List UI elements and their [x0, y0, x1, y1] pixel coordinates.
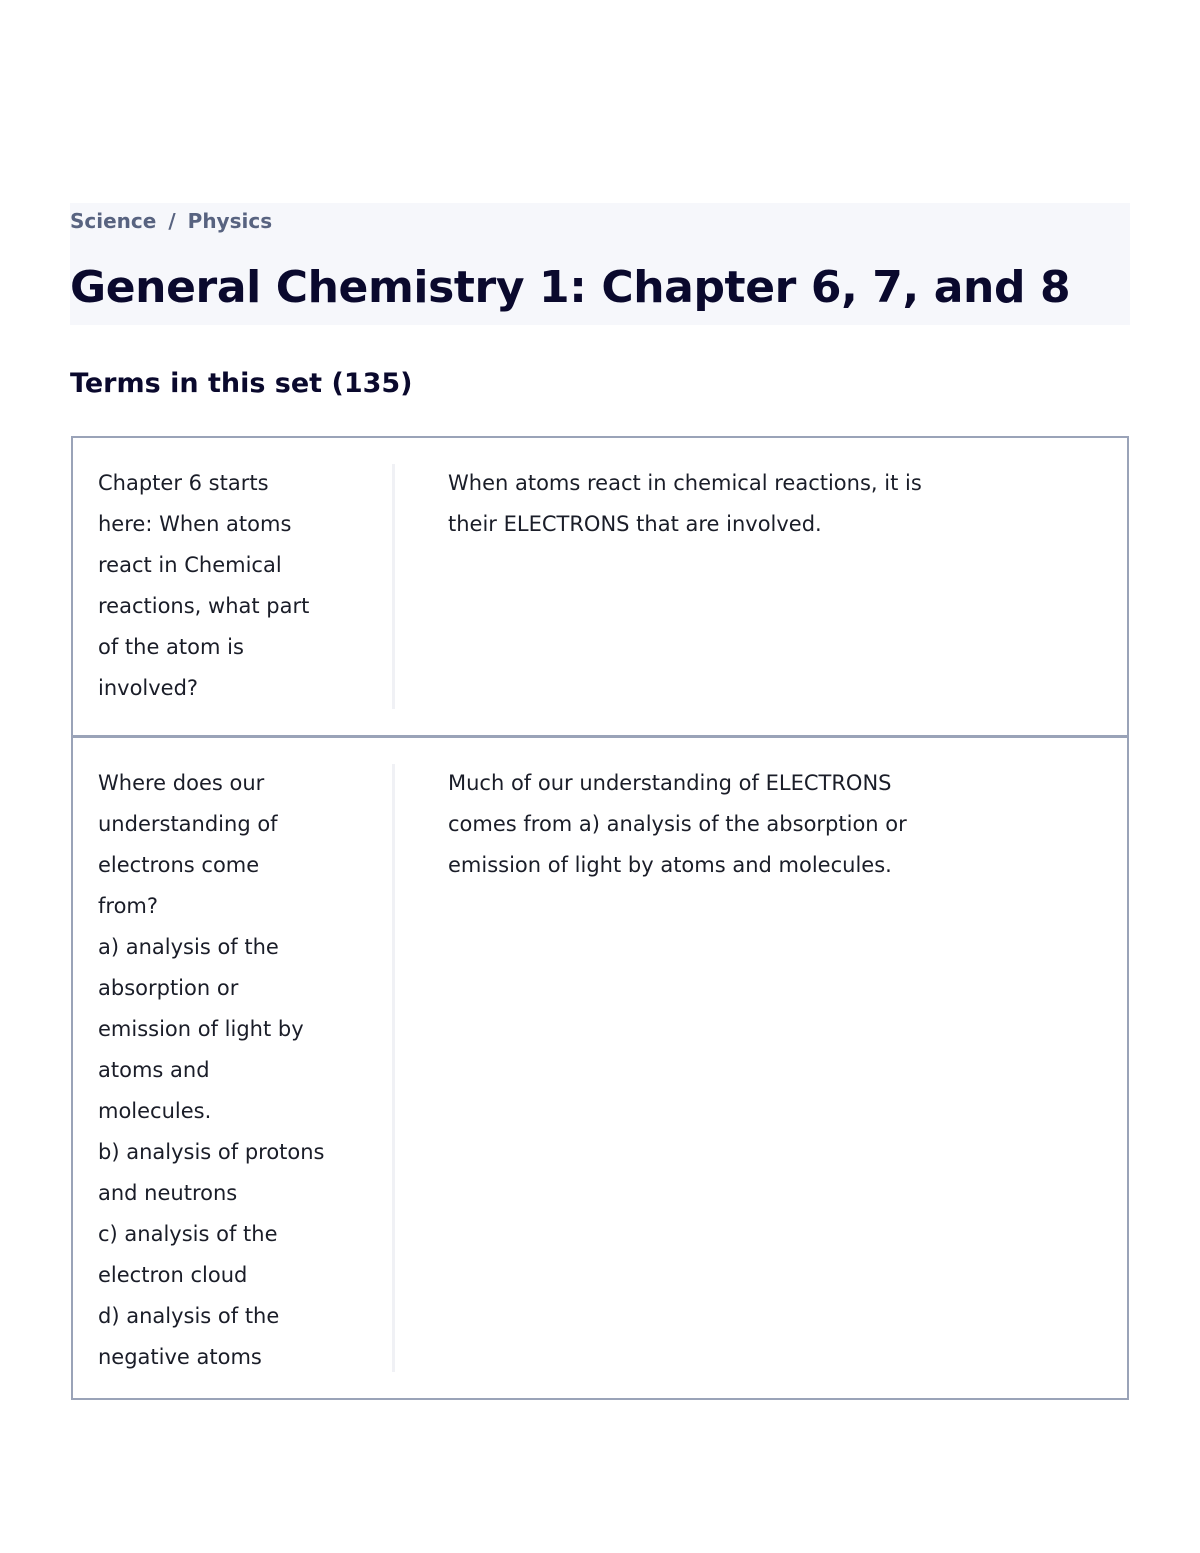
term-text: Where does our understanding of electrons come from? a) analysis of the absorption or emission of light by atoms and molecules. b) analysis of protons and neutrons c) analysis of the electron cloud d) analysis of the negative atoms	[98, 771, 325, 1369]
definition-text: Much of our understanding of ELECTRONS comes from a) analysis of the absorption or emission of light by atoms and molecules.	[448, 771, 907, 877]
term-card	[73, 438, 1127, 735]
card-divider	[392, 464, 395, 709]
term-card	[73, 735, 1127, 1398]
definition-text: When atoms react in chemical reactions, it is their ELECTRONS that are involved.	[448, 471, 922, 536]
card-divider	[392, 764, 395, 1372]
breadcrumb-science-link[interactable]: Science	[70, 209, 157, 233]
breadcrumb	[70, 207, 272, 235]
terms-heading: Terms in this set (135)	[70, 368, 413, 399]
terms-table	[71, 436, 1129, 1400]
breadcrumb-separator: /	[168, 209, 176, 233]
breadcrumb-physics-link[interactable]: Physics	[187, 209, 273, 233]
page-title: General Chemistry 1: Chapter 6, 7, and 8	[70, 262, 1071, 313]
term-text: Chapter 6 starts here: When atoms react in Chemical reactions, what part of the atom is involved?	[98, 471, 310, 700]
